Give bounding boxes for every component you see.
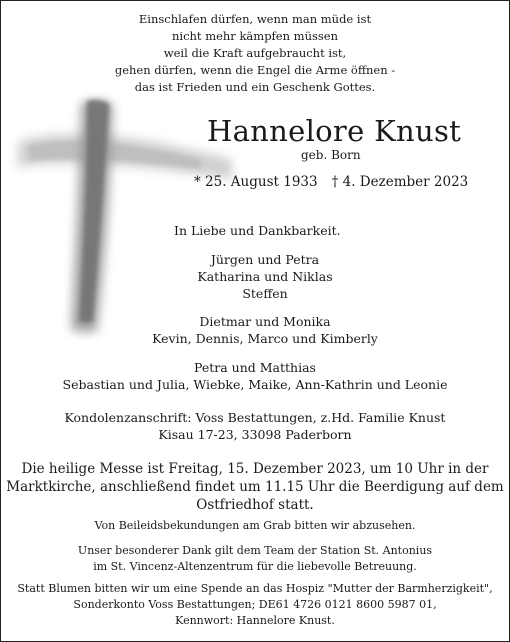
- thanks-note: [1, 543, 509, 575]
- life-dates: [194, 174, 468, 190]
- deceased-name: Hannelore Knust: [207, 114, 462, 148]
- thanks-line: Unser besonderer Dank gilt dem Team der Station St. Antonius: [77, 544, 433, 557]
- family-group: [1, 359, 509, 393]
- poem: [1, 11, 509, 96]
- donation-line: Sonderkonto Voss Bestattungen; DE61 4726 0121 8600 5987 01,: [73, 598, 437, 611]
- mass-line: Marktkirche, anschließend findet um 11.15 Uhr die Beerdigung auf dem: [6, 479, 504, 495]
- mass-line: Die heilige Messe ist Freitag, 15. Dezember 2023, um 10 Uhr in der: [21, 461, 489, 477]
- poem-line: weil die Kraft aufgebraucht ist,: [163, 46, 347, 60]
- poem-line: gehen dürfen, wenn die Engel die Arme öffnen -: [114, 63, 396, 77]
- address-line: Kisau 17-23, 33098 Paderborn: [158, 427, 352, 442]
- poem-line: das ist Frieden und ein Geschenk Gottes.: [134, 80, 376, 94]
- family-group: [11, 313, 510, 347]
- family-line: Sebastian und Julia, Wiebke, Maike, Ann-Kathrin und Leonie: [62, 377, 448, 392]
- grave-note: Von Beileidsbekundungen am Grab bitten wir abzusehen.: [94, 519, 416, 532]
- intro-line: In Liebe und Dankbarkeit.: [174, 223, 341, 238]
- birth-name: geb. Born: [301, 148, 361, 162]
- poem-line: nicht mehr kämpfen müssen: [171, 29, 339, 43]
- donation-line: Statt Blumen bitten wir um eine Spende an das Hospiz "Mutter der Barmherzigkeit",: [17, 582, 493, 595]
- family-line: Kevin, Dennis, Marco und Kimberly: [152, 331, 378, 346]
- family-line: Katharina und Niklas: [197, 269, 333, 284]
- family-group: [11, 251, 510, 302]
- donation-line: Kennwort: Hannelore Knust.: [175, 614, 335, 627]
- family-line: Dietmar und Monika: [199, 314, 331, 329]
- birth-date: * 25. August 1933: [194, 174, 318, 190]
- family-line: Jürgen und Petra: [210, 252, 320, 267]
- family-line: Steffen: [242, 286, 288, 301]
- condolence-address: [1, 409, 509, 443]
- poem-line: Einschlafen dürfen, wenn man müde ist: [138, 12, 372, 26]
- family-line: Petra und Matthias: [194, 360, 316, 375]
- address-line: Kondolenzanschrift: Voss Bestattungen, z.Hd. Familie Knust: [64, 410, 446, 425]
- thanks-line: im St. Vincenz-Altenzentrum für die liebevolle Betreuung.: [93, 560, 417, 573]
- mass-info: [1, 460, 509, 514]
- mass-line: Ostfriedhof statt.: [196, 497, 314, 513]
- donation-note: [1, 581, 509, 629]
- death-date: † 4. Dezember 2023: [331, 174, 469, 190]
